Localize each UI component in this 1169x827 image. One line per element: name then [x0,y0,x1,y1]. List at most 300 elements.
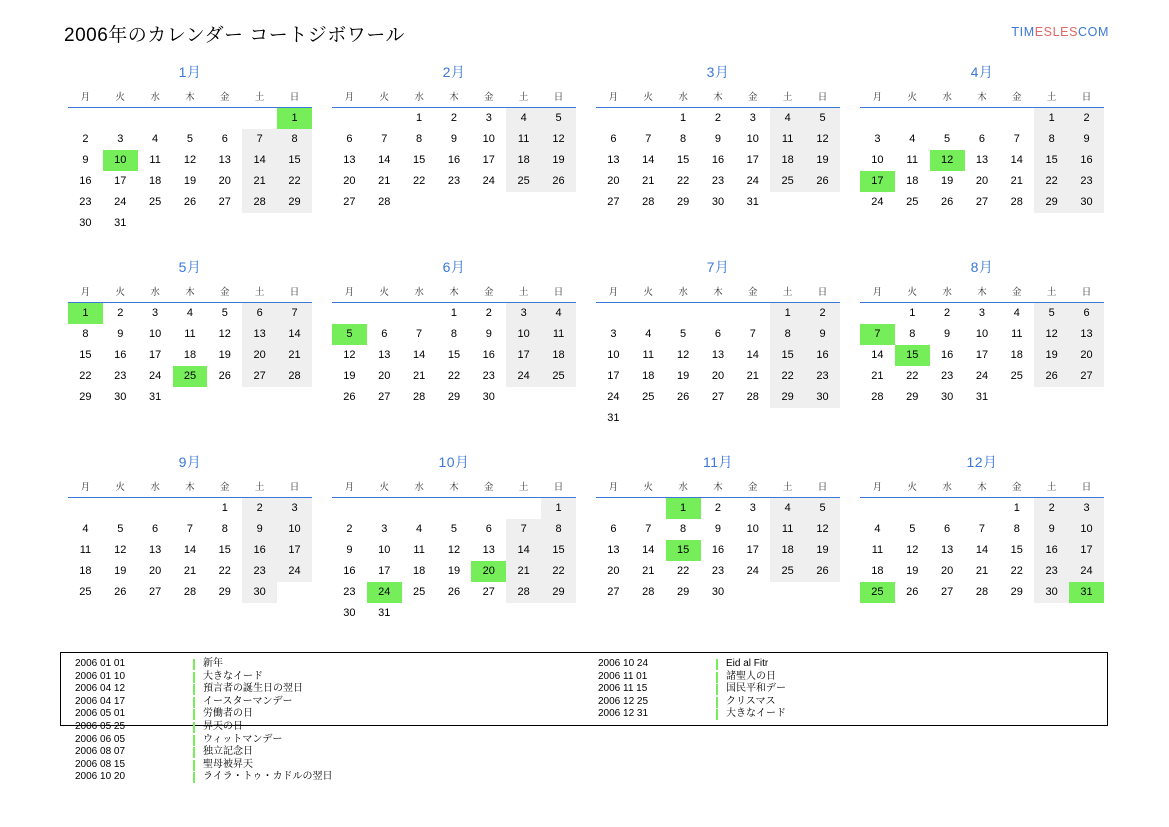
day-cell-holiday[interactable]: 7 [860,324,895,345]
day-cell[interactable]: 31 [148,391,162,403]
day-cell[interactable]: 10 [148,328,162,340]
day-cell-weekend[interactable]: 30 [242,582,277,603]
day-cell-weekend[interactable]: 4 [770,498,805,519]
day-cell-holiday[interactable]: 15 [666,540,701,561]
day-cell[interactable]: 20 [940,565,954,577]
day-cell[interactable]: 20 [711,370,725,382]
day-cell[interactable]: 30 [711,196,725,208]
day-cell-holiday[interactable]: 20 [471,561,506,582]
day-cell-weekend[interactable]: 16 [1034,540,1069,561]
day-cell[interactable]: 28 [746,391,759,403]
day-cell[interactable]: 1 [1013,502,1020,515]
day-cell-weekend[interactable]: 20 [242,345,277,366]
day-cell-weekend[interactable]: 6 [242,303,277,324]
day-cell-weekend[interactable]: 21 [242,171,277,192]
day-cell[interactable]: 6 [346,133,353,145]
day-cell[interactable]: 26 [906,586,919,598]
day-cell[interactable]: 10 [975,328,989,340]
day-cell-weekend[interactable]: 11 [506,129,541,150]
day-cell[interactable]: 7 [416,328,423,340]
day-cell[interactable]: 6 [152,523,159,535]
day-cell[interactable]: 19 [906,565,919,577]
day-cell[interactable]: 12 [447,544,461,556]
day-cell-weekend[interactable]: 23 [242,561,277,582]
day-cell[interactable]: 21 [871,370,884,382]
day-cell-weekend[interactable]: 28 [242,192,277,213]
day-cell[interactable]: 27 [148,586,162,598]
day-cell[interactable]: 4 [152,133,159,145]
day-cell-weekend[interactable]: 14 [242,150,277,171]
day-cell[interactable]: 20 [607,175,620,187]
day-cell[interactable]: 22 [412,175,426,187]
day-cell[interactable]: 19 [343,370,356,382]
day-cell[interactable]: 3 [610,328,617,340]
day-cell[interactable]: 16 [711,544,725,556]
day-cell[interactable]: 27 [607,586,620,598]
day-cell[interactable]: 26 [183,196,197,208]
day-cell[interactable]: 28 [642,586,655,598]
day-cell[interactable]: 3 [749,502,756,515]
day-cell[interactable]: 24 [607,391,620,403]
day-cell[interactable]: 12 [343,349,356,361]
day-cell[interactable]: 14 [642,544,655,556]
day-cell[interactable]: 22 [676,565,690,577]
day-cell[interactable]: 16 [343,565,356,577]
day-cell-weekend[interactable]: 25 [770,171,805,192]
day-cell[interactable]: 1 [909,307,916,320]
day-cell[interactable]: 20 [378,370,391,382]
day-cell-weekend[interactable]: 29 [1034,192,1069,213]
day-cell[interactable]: 23 [447,175,461,187]
day-cell[interactable]: 13 [711,349,725,361]
day-cell[interactable]: 16 [711,154,725,166]
day-cell[interactable]: 5 [450,523,458,535]
day-cell-weekend[interactable]: 10 [277,519,312,540]
day-cell[interactable]: 27 [378,391,391,403]
day-cell-weekend[interactable]: 17 [277,540,312,561]
day-cell-weekend[interactable]: 13 [1069,324,1104,345]
day-cell[interactable]: 17 [746,154,759,166]
day-cell-weekend[interactable]: 26 [805,171,840,192]
day-cell[interactable]: 7 [645,523,652,535]
day-cell[interactable]: 23 [343,586,356,598]
day-cell[interactable]: 22 [447,370,461,382]
day-cell[interactable]: 24 [114,196,127,208]
day-cell[interactable]: 2 [714,112,722,125]
day-cell[interactable]: 22 [79,370,92,382]
day-cell[interactable]: 11 [184,328,196,340]
day-cell[interactable]: 29 [1010,586,1023,598]
day-cell[interactable]: 3 [874,133,881,145]
day-cell[interactable]: 2 [117,307,124,320]
day-cell[interactable]: 31 [746,196,759,208]
day-cell[interactable]: 18 [148,175,162,187]
day-cell[interactable]: 5 [944,133,951,145]
day-cell-weekend[interactable]: 18 [541,345,576,366]
day-cell[interactable]: 13 [218,154,231,166]
day-cell[interactable]: 11 [1011,328,1023,340]
day-cell[interactable]: 14 [871,349,884,361]
day-cell[interactable]: 21 [1010,175,1023,187]
day-cell[interactable]: 19 [183,175,197,187]
day-cell[interactable]: 17 [746,544,759,556]
day-cell[interactable]: 10 [482,133,495,145]
day-cell[interactable]: 6 [978,133,986,145]
day-cell[interactable]: 8 [1013,523,1020,535]
day-cell[interactable]: 13 [148,544,162,556]
day-cell[interactable]: 19 [114,565,127,577]
day-cell[interactable]: 27 [940,586,954,598]
day-cell[interactable]: 29 [447,391,461,403]
day-cell[interactable]: 4 [1013,307,1020,320]
day-cell[interactable]: 18 [183,349,197,361]
day-cell[interactable]: 14 [975,544,989,556]
day-cell[interactable]: 8 [82,328,89,340]
day-cell-weekend[interactable]: 15 [277,150,312,171]
day-cell[interactable]: 25 [906,196,919,208]
day-cell-weekend[interactable]: 9 [1034,519,1069,540]
day-cell[interactable]: 17 [607,370,620,382]
day-cell[interactable]: 2 [450,112,458,125]
day-cell[interactable]: 27 [218,196,231,208]
day-cell[interactable]: 14 [642,154,655,166]
day-cell-weekend[interactable]: 5 [541,108,576,129]
day-cell[interactable]: 11 [906,154,918,166]
day-cell-holiday[interactable]: 1 [666,498,701,519]
day-cell-weekend[interactable]: 26 [541,171,576,192]
day-cell-weekend[interactable]: 2 [805,303,840,324]
day-cell-weekend[interactable]: 3 [277,498,312,519]
day-cell[interactable]: 28 [412,391,426,403]
day-cell-weekend[interactable]: 26 [1034,366,1069,387]
day-cell[interactable]: 11 [413,544,425,556]
day-cell[interactable]: 3 [152,307,159,320]
day-cell[interactable]: 21 [412,370,426,382]
day-cell[interactable]: 8 [680,523,687,535]
day-cell[interactable]: 14 [412,349,426,361]
day-cell-holiday[interactable]: 10 [103,150,138,171]
day-cell[interactable]: 20 [607,565,620,577]
day-cell[interactable]: 8 [450,328,458,340]
day-cell[interactable]: 27 [607,196,620,208]
day-cell-weekend[interactable]: 3 [1069,498,1104,519]
day-cell[interactable]: 21 [642,175,655,187]
day-cell-weekend[interactable]: 13 [242,324,277,345]
day-cell[interactable]: 16 [79,175,92,187]
day-cell[interactable]: 3 [749,112,756,125]
day-cell-weekend[interactable]: 23 [1034,561,1069,582]
day-cell[interactable]: 26 [940,196,954,208]
day-cell[interactable]: 9 [714,133,722,145]
day-cell-weekend[interactable]: 7 [277,303,312,324]
day-cell-weekend[interactable]: 5 [805,498,840,519]
day-cell[interactable]: 26 [343,391,356,403]
day-cell-weekend[interactable]: 21 [277,345,312,366]
day-cell[interactable]: 21 [975,565,989,577]
day-cell[interactable]: 12 [906,544,919,556]
day-cell[interactable]: 19 [447,565,461,577]
day-cell-weekend[interactable]: 4 [506,108,541,129]
day-cell-holiday[interactable]: 17 [860,171,895,192]
day-cell[interactable]: 24 [975,370,989,382]
day-cell[interactable]: 11 [642,349,654,361]
day-cell[interactable]: 15 [412,154,426,166]
day-cell[interactable]: 18 [642,370,655,382]
day-cell[interactable]: 2 [944,307,951,320]
day-cell[interactable]: 30 [482,391,495,403]
day-cell-weekend[interactable]: 25 [541,366,576,387]
day-cell[interactable]: 5 [186,133,194,145]
day-cell-weekend[interactable]: 19 [1034,345,1069,366]
day-cell[interactable]: 3 [117,133,124,145]
day-cell-weekend[interactable]: 25 [506,171,541,192]
day-cell[interactable]: 30 [940,391,954,403]
day-cell[interactable]: 9 [117,328,124,340]
day-cell[interactable]: 14 [378,154,391,166]
day-cell[interactable]: 19 [676,370,690,382]
day-cell[interactable]: 28 [183,586,197,598]
day-cell[interactable]: 22 [1010,565,1023,577]
day-cell[interactable]: 24 [871,196,884,208]
day-cell[interactable]: 13 [482,544,495,556]
day-cell-weekend[interactable]: 8 [541,519,576,540]
day-cell-weekend[interactable]: 24 [277,561,312,582]
day-cell-weekend[interactable]: 11 [770,129,805,150]
day-cell[interactable]: 1 [450,307,458,320]
day-cell-weekend[interactable]: 23 [1069,171,1104,192]
day-cell[interactable]: 10 [607,349,620,361]
day-cell-weekend[interactable]: 12 [1034,324,1069,345]
day-cell[interactable]: 29 [676,196,690,208]
day-cell[interactable]: 21 [183,565,197,577]
day-cell-weekend[interactable]: 22 [1034,171,1069,192]
day-cell[interactable]: 10 [746,133,759,145]
day-cell[interactable]: 17 [148,349,162,361]
day-cell-holiday[interactable]: 5 [332,324,367,345]
day-cell[interactable]: 7 [978,523,986,535]
day-cell[interactable]: 6 [714,328,722,340]
day-cell[interactable]: 6 [610,523,617,535]
day-cell[interactable]: 30 [79,217,92,229]
day-cell-weekend[interactable]: 3 [506,303,541,324]
day-cell[interactable]: 10 [746,523,759,535]
day-cell-weekend[interactable]: 15 [770,345,805,366]
day-cell-weekend[interactable]: 12 [805,129,840,150]
day-cell-weekend[interactable]: 5 [1034,303,1069,324]
day-cell[interactable]: 19 [218,349,231,361]
day-cell[interactable]: 11 [79,544,92,556]
day-cell[interactable]: 17 [378,565,391,577]
day-cell[interactable]: 25 [642,391,655,403]
day-cell[interactable]: 8 [909,328,916,340]
day-cell[interactable]: 30 [711,586,725,598]
day-cell[interactable]: 27 [975,196,989,208]
day-cell-weekend[interactable]: 1 [1034,108,1069,129]
day-cell[interactable]: 9 [450,133,458,145]
day-cell[interactable]: 23 [711,565,725,577]
day-cell-weekend[interactable]: 8 [277,129,312,150]
day-cell[interactable]: 21 [642,565,655,577]
day-cell[interactable]: 3 [978,307,986,320]
day-cell-holiday[interactable]: 15 [895,345,930,366]
day-cell[interactable]: 16 [114,349,127,361]
day-cell[interactable]: 8 [680,133,687,145]
day-cell[interactable]: 6 [381,328,388,340]
day-cell[interactable]: 4 [909,133,916,145]
day-cell-holiday[interactable]: 25 [860,582,895,603]
day-cell[interactable]: 14 [183,544,197,556]
day-cell[interactable]: 4 [186,307,194,320]
day-cell[interactable]: 1 [680,112,687,125]
day-cell-weekend[interactable]: 25 [770,561,805,582]
day-cell-weekend[interactable]: 22 [541,561,576,582]
day-cell-weekend[interactable]: 23 [805,366,840,387]
day-cell-weekend[interactable]: 4 [541,303,576,324]
day-cell[interactable]: 28 [378,196,391,208]
day-cell[interactable]: 2 [485,307,492,320]
day-cell[interactable]: 13 [343,154,356,166]
day-cell-weekend[interactable]: 30 [1069,192,1104,213]
day-cell-holiday[interactable]: 24 [367,582,402,603]
day-cell[interactable]: 8 [221,523,228,535]
day-cell[interactable]: 30 [114,391,127,403]
day-cell[interactable]: 12 [114,544,127,556]
day-cell-weekend[interactable]: 28 [506,582,541,603]
day-cell[interactable]: 9 [714,523,722,535]
day-cell[interactable]: 29 [218,586,231,598]
day-cell[interactable]: 27 [482,586,495,598]
day-cell-weekend[interactable]: 30 [805,387,840,408]
day-cell-weekend[interactable]: 1 [541,498,576,519]
day-cell[interactable]: 14 [1010,154,1023,166]
day-cell-weekend[interactable]: 11 [541,324,576,345]
day-cell[interactable]: 15 [447,349,461,361]
day-cell[interactable]: 17 [114,175,127,187]
day-cell-weekend[interactable]: 18 [770,150,805,171]
day-cell-weekend[interactable]: 24 [1069,561,1104,582]
day-cell-weekend[interactable]: 10 [506,324,541,345]
day-cell[interactable]: 9 [82,154,89,166]
day-cell[interactable]: 23 [940,370,954,382]
day-cell[interactable]: 23 [711,175,725,187]
day-cell-weekend[interactable]: 11 [770,519,805,540]
day-cell[interactable]: 7 [645,133,652,145]
day-cell[interactable]: 12 [183,154,197,166]
day-cell[interactable]: 24 [148,370,162,382]
day-cell[interactable]: 18 [1010,349,1023,361]
day-cell[interactable]: 31 [378,607,391,619]
day-cell-weekend[interactable]: 22 [770,366,805,387]
day-cell-holiday[interactable]: 31 [1069,582,1104,603]
day-cell-weekend[interactable]: 14 [506,540,541,561]
day-cell[interactable]: 1 [221,502,228,515]
day-cell[interactable]: 22 [676,175,690,187]
day-cell[interactable]: 11 [871,544,884,556]
day-cell[interactable]: 30 [343,607,356,619]
day-cell[interactable]: 2 [82,133,89,145]
day-cell[interactable]: 17 [975,349,989,361]
day-cell[interactable]: 24 [482,175,495,187]
day-cell[interactable]: 6 [485,523,492,535]
day-cell-weekend[interactable]: 9 [805,324,840,345]
day-cell[interactable]: 29 [79,391,92,403]
day-cell-weekend[interactable]: 6 [1069,303,1104,324]
day-cell-weekend[interactable]: 27 [1069,366,1104,387]
day-cell-holiday[interactable]: 12 [930,150,965,171]
day-cell[interactable]: 26 [676,391,690,403]
day-cell-holiday[interactable]: 1 [68,303,103,324]
day-cell[interactable]: 5 [117,523,124,535]
day-cell[interactable]: 10 [871,154,884,166]
day-cell[interactable]: 24 [746,175,759,187]
day-cell-holiday[interactable]: 1 [277,108,312,129]
day-cell-weekend[interactable]: 12 [805,519,840,540]
day-cell[interactable]: 18 [412,565,426,577]
day-cell[interactable]: 25 [412,586,426,598]
day-cell[interactable]: 13 [975,154,989,166]
day-cell[interactable]: 5 [680,328,687,340]
day-cell[interactable]: 26 [114,586,127,598]
day-cell[interactable]: 27 [343,196,356,208]
day-cell[interactable]: 13 [940,544,954,556]
day-cell[interactable]: 19 [940,175,954,187]
day-cell-weekend[interactable]: 19 [541,150,576,171]
day-cell-weekend[interactable]: 17 [1069,540,1104,561]
day-cell-weekend[interactable]: 29 [541,582,576,603]
day-cell-weekend[interactable]: 18 [770,540,805,561]
day-cell-weekend[interactable]: 1 [770,303,805,324]
day-cell-weekend[interactable]: 8 [1034,129,1069,150]
day-cell[interactable]: 4 [645,328,652,340]
day-cell[interactable]: 20 [218,175,231,187]
day-cell[interactable]: 31 [975,391,989,403]
day-cell-weekend[interactable]: 26 [805,561,840,582]
day-cell-holiday[interactable]: 25 [173,366,208,387]
day-cell-weekend[interactable]: 15 [1034,150,1069,171]
day-cell-weekend[interactable]: 22 [277,171,312,192]
day-cell[interactable]: 28 [975,586,989,598]
day-cell[interactable]: 21 [378,175,391,187]
day-cell-weekend[interactable]: 5 [805,108,840,129]
day-cell[interactable]: 9 [346,544,353,556]
day-cell[interactable]: 7 [186,523,194,535]
day-cell[interactable]: 9 [944,328,951,340]
day-cell[interactable]: 7 [749,328,756,340]
day-cell[interactable]: 22 [906,370,919,382]
day-cell[interactable]: 11 [149,154,161,166]
day-cell[interactable]: 1 [416,112,423,125]
day-cell[interactable]: 20 [975,175,989,187]
day-cell[interactable]: 25 [148,196,162,208]
day-cell[interactable]: 18 [871,565,884,577]
day-cell[interactable]: 6 [221,133,228,145]
day-cell[interactable]: 25 [79,586,92,598]
day-cell-weekend[interactable]: 14 [277,324,312,345]
day-cell[interactable]: 7 [1013,133,1020,145]
day-cell-weekend[interactable]: 19 [805,540,840,561]
day-cell-weekend[interactable]: 28 [277,366,312,387]
day-cell[interactable]: 29 [676,586,690,598]
day-cell[interactable]: 23 [114,370,127,382]
day-cell-weekend[interactable]: 24 [506,366,541,387]
day-cell[interactable]: 15 [1010,544,1023,556]
day-cell[interactable]: 17 [482,154,495,166]
day-cell-weekend[interactable]: 7 [506,519,541,540]
day-cell[interactable]: 3 [485,112,492,125]
day-cell[interactable]: 6 [944,523,951,535]
day-cell[interactable]: 28 [642,196,655,208]
day-cell-weekend[interactable]: 10 [1069,519,1104,540]
